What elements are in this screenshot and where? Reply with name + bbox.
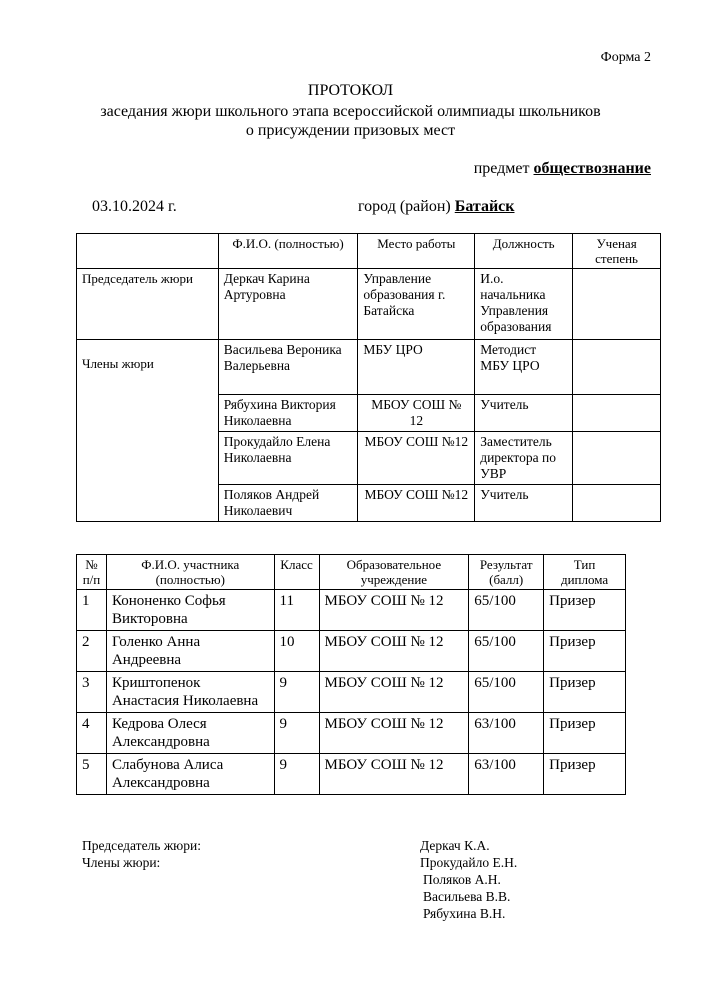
participant-num: 3	[77, 672, 107, 713]
jury-header-role	[77, 234, 219, 269]
participant-num: 5	[77, 754, 107, 795]
jury-header-position: Должность	[475, 234, 573, 269]
participant-grade: 9	[274, 672, 319, 713]
signature-names	[420, 837, 517, 922]
participant-result: 63/100	[469, 754, 544, 795]
participants-header-result: Результат (балл)	[469, 555, 544, 590]
document-subtitle: заседания жюри школьного этапа всероссийской олимпиады школьников	[100, 103, 601, 120]
jury-position: Заместитель директора по УВР	[475, 432, 573, 485]
jury-table	[76, 233, 661, 522]
jury-row-member	[77, 340, 661, 395]
jury-name: Васильева Вероника Валерьевна	[218, 340, 358, 395]
participant-school: МБОУ СОШ № 12	[319, 590, 469, 631]
participants-header-diploma: Тип диплома	[544, 555, 626, 590]
jury-work: МБОУ СОШ №12	[358, 485, 475, 522]
document-subtitle-line2: о присуждении призовых мест	[245, 122, 456, 139]
participant-num: 4	[77, 713, 107, 754]
jury-name: Рябухина Виктория Николаевна	[218, 395, 358, 432]
jury-degree	[573, 485, 661, 522]
participant-name: Слабунова Алиса Александровна	[106, 754, 274, 795]
jury-header-work: Место работы	[358, 234, 475, 269]
participant-name: Криштопенок Анастасия Николаевна	[106, 672, 274, 713]
participant-diploma: Призер	[544, 713, 626, 754]
subject-label: предмет	[473, 160, 534, 177]
table-row	[77, 754, 626, 795]
jury-work: Управление образования г. Батайска	[358, 269, 475, 340]
signature-members-label: Члены жюри:	[82, 855, 161, 870]
jury-header-name: Ф.И.О. (полностью)	[218, 234, 358, 269]
jury-work: МБОУ СОШ № 12	[358, 395, 475, 432]
participant-school: МБОУ СОШ № 12	[319, 672, 469, 713]
participant-result: 65/100	[469, 672, 544, 713]
signature-name: Рябухина В.Н.	[423, 906, 506, 921]
participants-header-grade: Класс	[274, 555, 319, 590]
participant-num: 1	[77, 590, 107, 631]
protocol-date: 03.10.2024 г.	[92, 198, 177, 215]
participant-school: МБОУ СОШ № 12	[319, 631, 469, 672]
form-label: Форма 2	[600, 50, 651, 65]
participant-grade: 10	[274, 631, 319, 672]
jury-header-degree: Ученая степень	[573, 234, 661, 269]
document-title: ПРОТОКОЛ	[307, 82, 394, 99]
table-row	[77, 631, 626, 672]
jury-position: Методист МБУ ЦРО	[475, 340, 573, 395]
jury-role-members-label: Члены жюри	[82, 356, 154, 371]
city-label: город (район)	[358, 198, 455, 215]
jury-degree	[573, 432, 661, 485]
jury-name: Прокудайло Елена Николаевна	[218, 432, 358, 485]
subject-line	[474, 160, 651, 178]
participant-school: МБОУ СОШ № 12	[319, 713, 469, 754]
jury-work: МБУ ЦРО	[358, 340, 475, 395]
participant-result: 65/100	[469, 631, 544, 672]
subject-value: обществознание	[533, 160, 651, 177]
participant-school: МБОУ СОШ № 12	[319, 754, 469, 795]
participant-grade: 9	[274, 713, 319, 754]
city-line	[358, 198, 515, 216]
jury-row-chair	[77, 269, 661, 340]
table-row	[77, 672, 626, 713]
signature-name: Васильева В.В.	[423, 889, 511, 904]
participants-table	[76, 554, 626, 795]
participant-grade: 9	[274, 754, 319, 795]
participant-diploma: Призер	[544, 590, 626, 631]
participant-diploma: Призер	[544, 631, 626, 672]
signature-chair-label: Председатель жюри:	[82, 838, 201, 853]
participants-table-header	[77, 555, 626, 590]
participants-header-school: Образовательное учреждение	[319, 555, 469, 590]
signature-name: Деркач К.А.	[420, 838, 490, 853]
signature-labels	[82, 837, 201, 871]
jury-position: И.о. начальника Управления образования	[475, 269, 573, 340]
table-row	[77, 713, 626, 754]
participant-diploma: Призер	[544, 672, 626, 713]
jury-work: МБОУ СОШ №12	[358, 432, 475, 485]
participant-grade: 11	[274, 590, 319, 631]
signature-name: Поляков А.Н.	[423, 872, 501, 887]
participant-diploma: Призер	[544, 754, 626, 795]
participant-result: 65/100	[469, 590, 544, 631]
participant-name: Кедрова Олеся Александровна	[106, 713, 274, 754]
participant-name: Кононенко Софья Викторовна	[106, 590, 274, 631]
jury-name: Поляков Андрей Николаевич	[218, 485, 358, 522]
table-row	[77, 590, 626, 631]
participants-header-num: № п/п	[77, 555, 107, 590]
jury-degree	[573, 269, 661, 340]
signature-name: Прокудайло Е.Н.	[420, 855, 518, 870]
participant-result: 63/100	[469, 713, 544, 754]
jury-table-header	[77, 234, 661, 269]
jury-position: Учитель	[475, 395, 573, 432]
jury-degree	[573, 340, 661, 395]
jury-role-chair: Председатель жюри	[77, 269, 219, 340]
jury-position: Учитель	[475, 485, 573, 522]
participants-header-name: Ф.И.О. участника (полностью)	[106, 555, 274, 590]
jury-degree	[573, 395, 661, 432]
jury-name: Деркач Карина Артуровна	[218, 269, 358, 340]
participant-num: 2	[77, 631, 107, 672]
jury-role-members	[77, 340, 219, 522]
city-value: Батайск	[454, 198, 515, 215]
participant-name: Голенко Анна Андреевна	[106, 631, 274, 672]
